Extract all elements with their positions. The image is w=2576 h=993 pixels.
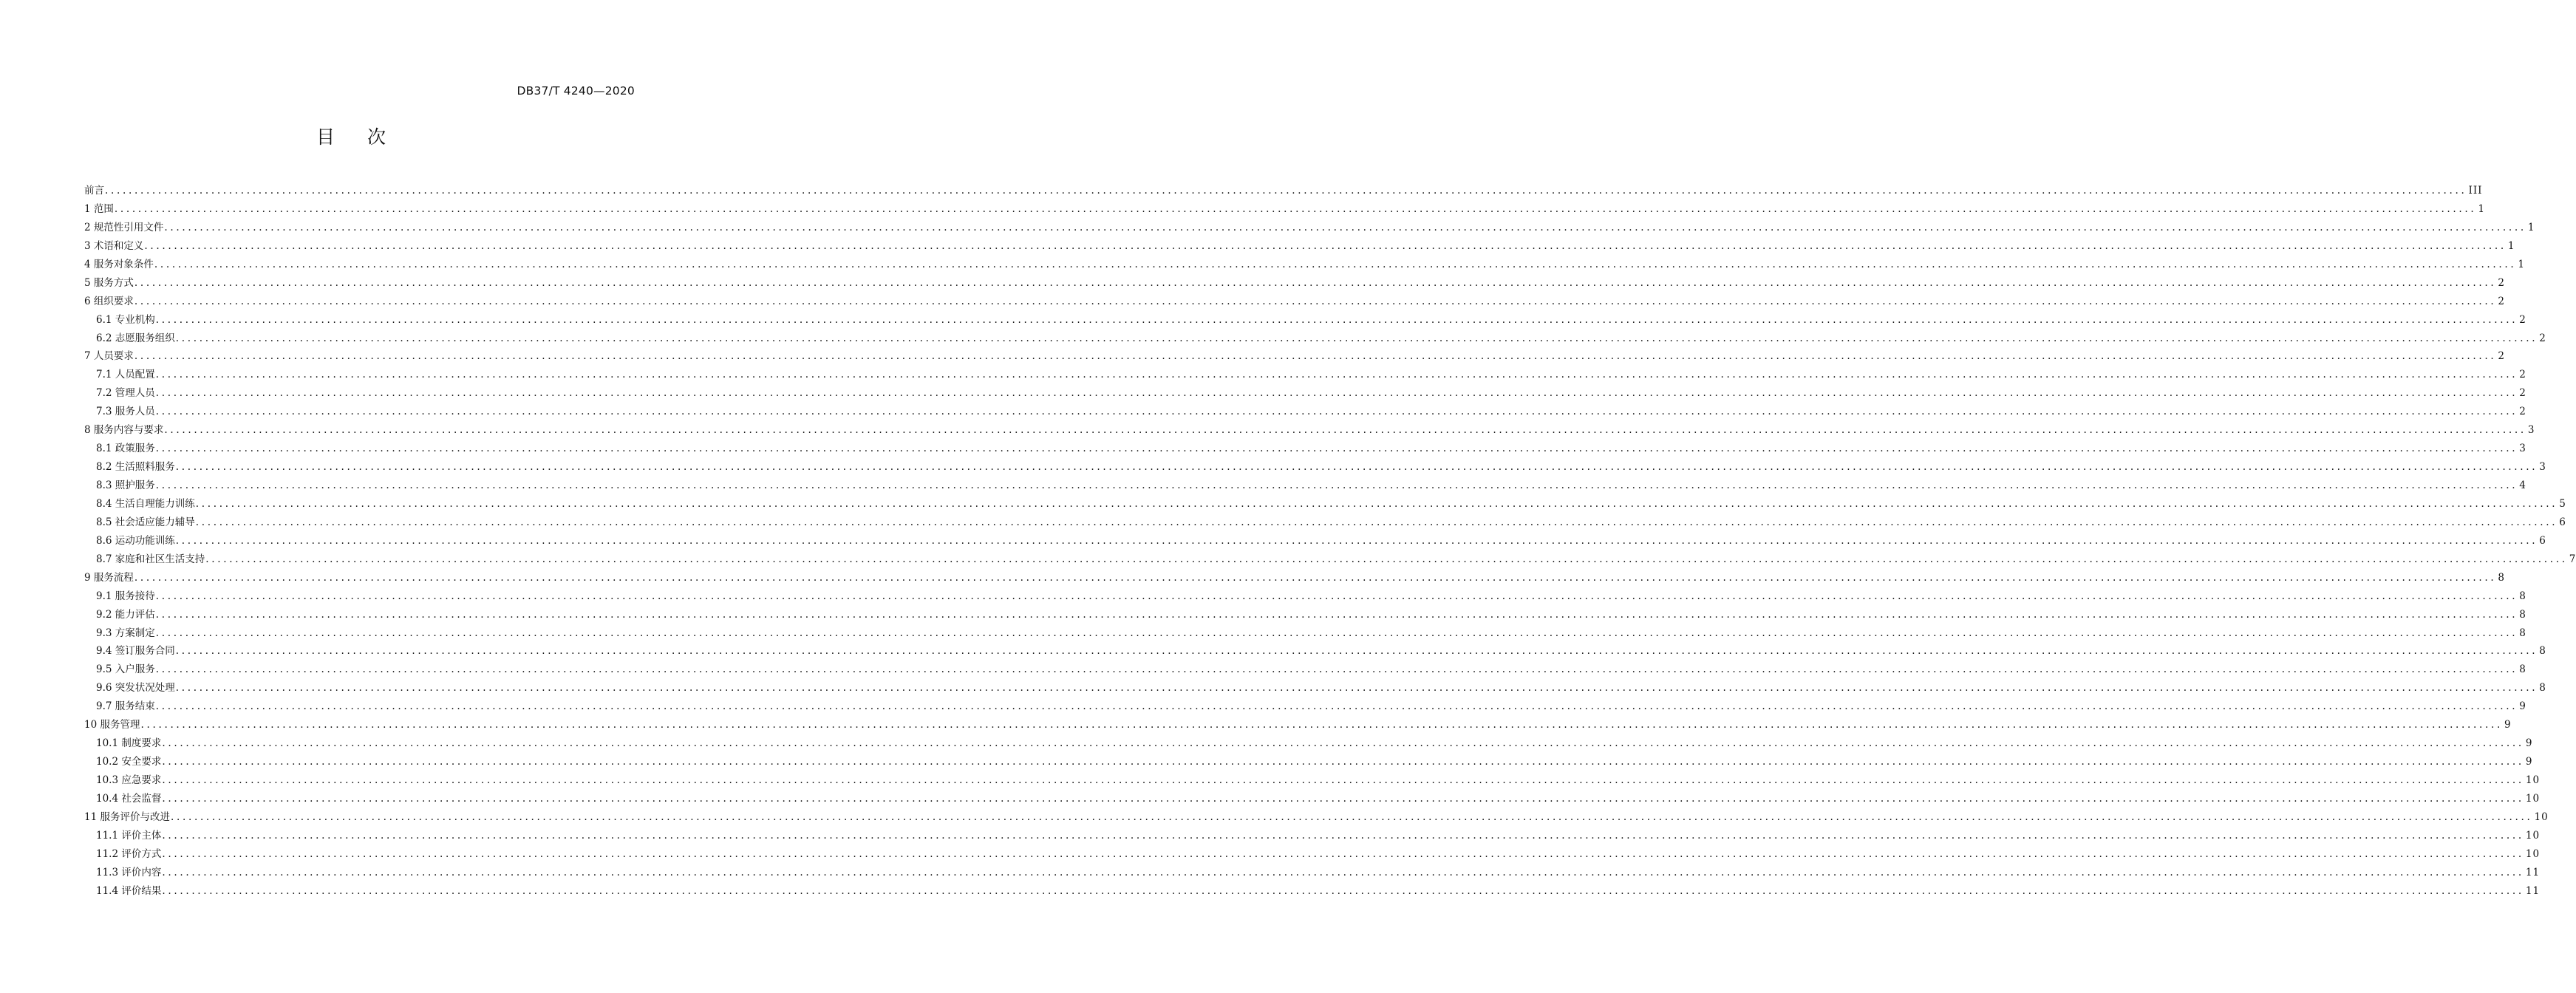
- toc-entry-page: 2: [2519, 406, 2526, 418]
- toc-entry[interactable]: [84, 532, 2546, 550]
- dot-leader: ................................................................................................................................................................................................................................................................................................................................................................................................................: [195, 497, 2558, 510]
- toc-entry-page: 2: [2498, 295, 2505, 307]
- dot-leader: ................................................................................................................................................................................................................................................................................................................................................................................................................: [170, 811, 2533, 823]
- toc-entry[interactable]: [84, 421, 2535, 440]
- dot-leader: ................................................................................................................................................................................................................................................................................................................................................................................................................: [155, 406, 2518, 418]
- toc-entry-page: 10: [2525, 847, 2541, 860]
- page-title: 目 次: [316, 126, 399, 148]
- toc-entry[interactable]: [84, 219, 2535, 237]
- dot-leader: ................................................................................................................................................................................................................................................................................................................................................................................................................: [162, 847, 2524, 860]
- toc-entry-label: 4 服务对象条件: [84, 258, 154, 270]
- dot-leader: ................................................................................................................................................................................................................................................................................................................................................................................................................: [155, 443, 2518, 455]
- toc-entry[interactable]: [84, 661, 2526, 679]
- toc-entry[interactable]: [84, 734, 2533, 753]
- dot-leader: ................................................................................................................................................................................................................................................................................................................................................................................................................: [162, 884, 2524, 897]
- toc-entry[interactable]: [84, 864, 2541, 882]
- toc-entry-page: 4: [2519, 480, 2526, 491]
- toc-entry[interactable]: [84, 366, 2526, 384]
- toc-entry-page: 8: [2519, 590, 2526, 602]
- toc-entry-label: 11.3 评价内容: [96, 866, 162, 878]
- toc-entry-label: 8.1 政策服务: [96, 443, 155, 455]
- toc-entry-label: 8.5 社会适应能力辅导: [96, 516, 195, 528]
- toc-entry-label: 11 服务评价与改进: [84, 811, 170, 823]
- toc-entry[interactable]: [84, 311, 2526, 330]
- toc-entry-label: 1 范围: [84, 202, 114, 215]
- toc-entry-label: 10.1 制度要求: [96, 737, 162, 750]
- toc-entry-label: 11.1 评价主体: [96, 829, 162, 842]
- toc-entry-label: 6 组织要求: [84, 295, 134, 307]
- dot-leader: ................................................................................................................................................................................................................................................................................................................................................................................................................: [114, 202, 2477, 215]
- toc-entry-page: 8: [2519, 663, 2526, 676]
- toc-entry-page: 9: [2525, 737, 2533, 750]
- toc-entry-page: 10: [2525, 792, 2541, 805]
- toc-entry[interactable]: [84, 440, 2526, 458]
- toc-entry[interactable]: [84, 716, 2512, 734]
- toc-entry[interactable]: [84, 477, 2526, 495]
- dot-leader: ................................................................................................................................................................................................................................................................................................................................................................................................................: [164, 424, 2526, 437]
- toc-entry[interactable]: [84, 384, 2526, 403]
- toc-entry-label: 9 服务流程: [84, 571, 134, 584]
- toc-entry-label: 6.1 专业机构: [96, 313, 155, 326]
- toc-entry[interactable]: [84, 679, 2546, 697]
- toc-entry[interactable]: [84, 495, 2566, 513]
- toc-entry[interactable]: [84, 697, 2526, 716]
- toc-entry-label: 8.2 生活照料服务: [96, 461, 175, 474]
- dot-leader: ................................................................................................................................................................................................................................................................................................................................................................................................................: [134, 571, 2497, 584]
- dot-leader: ................................................................................................................................................................................................................................................................................................................................................................................................................: [134, 276, 2497, 289]
- dot-leader: ................................................................................................................................................................................................................................................................................................................................................................................................................: [155, 663, 2518, 676]
- dot-leader: ................................................................................................................................................................................................................................................................................................................................................................................................................: [175, 461, 2538, 474]
- dot-leader: ................................................................................................................................................................................................................................................................................................................................................................................................................: [144, 239, 2507, 252]
- dot-leader: ................................................................................................................................................................................................................................................................................................................................................................................................................: [162, 866, 2524, 878]
- dot-leader: ................................................................................................................................................................................................................................................................................................................................................................................................................: [164, 221, 2526, 233]
- toc-entry-page: 3: [2519, 443, 2526, 455]
- toc-entry[interactable]: [84, 200, 2485, 219]
- toc-entry-label: 8.6 运动功能训练: [96, 534, 175, 547]
- toc-entry[interactable]: [84, 513, 2566, 532]
- toc-entry-page: 8: [2539, 645, 2546, 658]
- toc-entry-label: 5 服务方式: [84, 276, 134, 289]
- toc-entry-label: 2 规范性引用文件: [84, 221, 164, 233]
- toc-entry[interactable]: [84, 569, 2505, 587]
- dot-leader: ................................................................................................................................................................................................................................................................................................................................................................................................................: [175, 332, 2538, 344]
- toc-entry[interactable]: [84, 827, 2541, 845]
- toc-entry[interactable]: [84, 293, 2505, 311]
- toc-entry-label: 9.6 突发状况处理: [96, 682, 175, 695]
- toc-entry[interactable]: [84, 606, 2526, 624]
- toc-entry[interactable]: [84, 845, 2541, 864]
- toc-entry[interactable]: [84, 274, 2505, 293]
- toc-entry-page: 11: [2525, 884, 2541, 897]
- dot-leader: ................................................................................................................................................................................................................................................................................................................................................................................................................: [162, 737, 2524, 750]
- toc-entry-page: 9: [2504, 719, 2512, 731]
- toc-entry-label: 7.2 管理人员: [96, 387, 155, 400]
- dot-leader: ................................................................................................................................................................................................................................................................................................................................................................................................................: [140, 719, 2503, 731]
- toc-entry[interactable]: [84, 642, 2546, 661]
- toc-entry-label: 8.3 照护服务: [96, 480, 155, 491]
- dot-leader: ................................................................................................................................................................................................................................................................................................................................................................................................................: [162, 792, 2524, 805]
- dot-leader: ................................................................................................................................................................................................................................................................................................................................................................................................................: [195, 516, 2558, 528]
- toc-entry[interactable]: [84, 790, 2541, 808]
- dot-leader: ................................................................................................................................................................................................................................................................................................................................................................................................................: [162, 829, 2524, 842]
- toc-entry-label: 前言: [84, 185, 104, 197]
- toc-entry-page: 8: [2519, 608, 2526, 621]
- dot-leader: ................................................................................................................................................................................................................................................................................................................................................................................................................: [162, 774, 2524, 786]
- toc-entry[interactable]: [84, 182, 2483, 200]
- toc-entry-page: 11: [2525, 866, 2541, 878]
- toc-entry-page: 3: [2527, 424, 2535, 437]
- toc-entry-page: 1: [2507, 239, 2515, 252]
- dot-leader: ................................................................................................................................................................................................................................................................................................................................................................................................................: [155, 590, 2518, 602]
- toc-entry-label: 6.2 志愿服务组织: [96, 332, 175, 344]
- toc-entry-label: 7 人员要求: [84, 350, 134, 363]
- dot-leader: ................................................................................................................................................................................................................................................................................................................................................................................................................: [155, 480, 2518, 491]
- toc-entry-page: 3: [2539, 461, 2546, 474]
- dot-leader: ................................................................................................................................................................................................................................................................................................................................................................................................................: [155, 608, 2518, 621]
- document-code: DB37/T 4240—2020: [517, 84, 635, 98]
- dot-leader: ................................................................................................................................................................................................................................................................................................................................................................................................................: [155, 313, 2518, 326]
- toc-entry-page: 2: [2539, 332, 2546, 344]
- table-of-contents: [84, 182, 2576, 901]
- dot-leader: ................................................................................................................................................................................................................................................................................................................................................................................................................: [154, 258, 2517, 270]
- toc-entry[interactable]: [84, 882, 2541, 901]
- toc-entry-page: III: [2468, 185, 2483, 197]
- toc-entry[interactable]: [84, 550, 2576, 569]
- toc-entry-page: 9: [2525, 756, 2533, 768]
- toc-entry[interactable]: [84, 808, 2549, 827]
- toc-entry[interactable]: [84, 458, 2546, 477]
- toc-entry-label: 7.3 服务人员: [96, 406, 155, 418]
- toc-entry[interactable]: [84, 753, 2533, 771]
- dot-leader: ................................................................................................................................................................................................................................................................................................................................................................................................................: [155, 387, 2518, 400]
- toc-entry[interactable]: [84, 347, 2505, 366]
- toc-entry-page: 10: [2525, 829, 2541, 842]
- toc-entry-page: 1: [2478, 202, 2485, 215]
- dot-leader: ................................................................................................................................................................................................................................................................................................................................................................................................................: [134, 350, 2497, 363]
- toc-entry[interactable]: [84, 403, 2526, 421]
- dot-leader: ................................................................................................................................................................................................................................................................................................................................................................................................................: [175, 534, 2538, 547]
- dot-leader: ................................................................................................................................................................................................................................................................................................................................................................................................................: [175, 645, 2538, 658]
- toc-entry-page: 10: [2525, 774, 2541, 786]
- toc-entry-page: 7: [2569, 553, 2576, 565]
- toc-entry-label: 10.4 社会监督: [96, 792, 162, 805]
- toc-entry-label: 10.2 安全要求: [96, 756, 162, 768]
- dot-leader: ................................................................................................................................................................................................................................................................................................................................................................................................................: [134, 295, 2497, 307]
- toc-entry-page: 6: [2539, 534, 2546, 547]
- toc-entry-page: 9: [2519, 700, 2526, 713]
- dot-leader: ................................................................................................................................................................................................................................................................................................................................................................................................................: [105, 185, 2467, 197]
- toc-entry[interactable]: [84, 587, 2526, 606]
- toc-entry-label: 8.7 家庭和社区生活支持: [96, 553, 205, 565]
- toc-entry-label: 3 术语和定义: [84, 239, 144, 252]
- dot-leader: ................................................................................................................................................................................................................................................................................................................................................................................................................: [162, 756, 2524, 768]
- toc-entry-label: 9.2 能力评估: [96, 608, 155, 621]
- toc-entry-label: 9.3 方案制定: [96, 627, 155, 639]
- toc-entry-page: 5: [2559, 497, 2566, 510]
- toc-entry-page: 8: [2539, 682, 2546, 695]
- dot-leader: ................................................................................................................................................................................................................................................................................................................................................................................................................: [155, 700, 2518, 713]
- dot-leader: ................................................................................................................................................................................................................................................................................................................................................................................................................: [155, 627, 2518, 639]
- toc-entry-page: 2: [2519, 313, 2526, 326]
- toc-entry-page: 2: [2498, 276, 2505, 289]
- toc-entry[interactable]: [84, 256, 2525, 274]
- toc-entry[interactable]: [84, 330, 2546, 348]
- toc-entry[interactable]: [84, 624, 2526, 643]
- toc-entry-label: 8 服务内容与要求: [84, 424, 164, 437]
- toc-entry-label: 8.4 生活自理能力训练: [96, 497, 195, 510]
- toc-entry-page: 2: [2498, 350, 2505, 363]
- toc-entry-page: 10: [2534, 811, 2549, 823]
- toc-entry-label: 11.4 评价结果: [96, 884, 162, 897]
- toc-entry-page: 8: [2519, 627, 2526, 639]
- toc-entry-label: 9.1 服务接待: [96, 590, 155, 602]
- toc-entry-page: 8: [2498, 571, 2505, 584]
- dot-leader: ................................................................................................................................................................................................................................................................................................................................................................................................................: [205, 553, 2568, 565]
- toc-entry-label: 9.5 入户服务: [96, 663, 155, 676]
- toc-entry-page: 6: [2559, 516, 2566, 528]
- toc-entry-page: 2: [2519, 387, 2526, 400]
- toc-entry-label: 9.7 服务结束: [96, 700, 155, 713]
- toc-entry-page: 1: [2518, 258, 2525, 270]
- dot-leader: ................................................................................................................................................................................................................................................................................................................................................................................................................: [175, 682, 2538, 695]
- toc-entry[interactable]: [84, 771, 2541, 790]
- toc-entry-label: 10.3 应急要求: [96, 774, 162, 786]
- toc-entry-label: 10 服务管理: [84, 719, 140, 731]
- toc-entry-page: 1: [2527, 221, 2535, 233]
- toc-entry[interactable]: [84, 237, 2515, 256]
- toc-entry-page: 2: [2519, 369, 2526, 381]
- dot-leader: ................................................................................................................................................................................................................................................................................................................................................................................................................: [155, 369, 2518, 381]
- toc-entry-label: 9.4 签订服务合同: [96, 645, 175, 658]
- toc-entry-label: 7.1 人员配置: [96, 369, 155, 381]
- toc-entry-label: 11.2 评价方式: [96, 847, 162, 860]
